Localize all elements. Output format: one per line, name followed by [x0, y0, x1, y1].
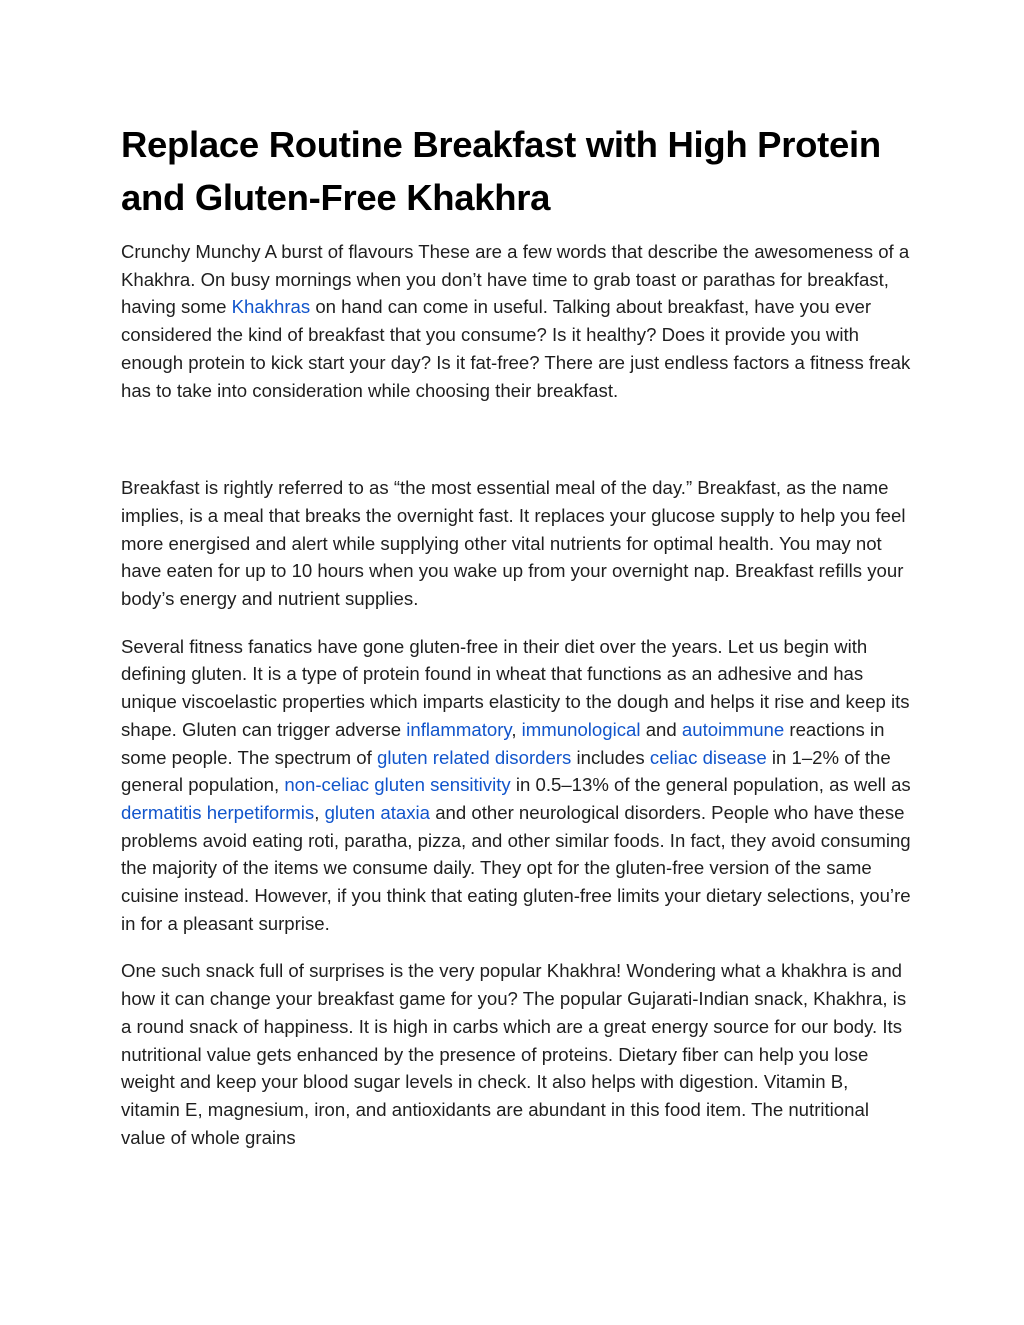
non-celiac-sensitivity-link[interactable]: non-celiac gluten sensitivity — [284, 774, 511, 796]
title-line-1: Replace Routine Breakfast with High Protein — [121, 124, 881, 165]
gluten-text-4: reactions in some people. The spectrum of — [121, 718, 885, 768]
breakfast-paragraph: Breakfast is rightly referred to as “the most essential meal of the day.” Breakfast, as the name implies, is a meal that breaks the overnight fast. It replaces your glucose supply to help you feel more energised and alert while supplying other vital nutrients for optimal health. You may not have eaten for up to 10 hours when you wake up from your overnight nap. Breakfast refills your body’s energy and nutrient supplies. — [121, 477, 906, 610]
gluten-text-7: in 0.5–13% of the general population, as well as — [510, 774, 911, 796]
immunological-link[interactable]: immunological — [521, 718, 641, 740]
gluten-text-5: includes — [571, 746, 650, 768]
inflammatory-link[interactable]: inflammatory — [406, 718, 512, 740]
gluten-paragraph — [121, 633, 911, 938]
autoimmune-link[interactable]: autoimmune — [681, 718, 785, 740]
gluten-text-9: and other neurological disorders. People who have these problems avoid eating roti, paratha, pizza, and other similar foods. In fact, they avoid consuming the majority of the items we consume daily. They opt for the gluten-free version of the same cuisine instead. However, if you think that eating gluten-free limits your dietary selections, you’re in for a pleasant surprise. — [121, 801, 911, 934]
intro-text-1: Crunchy Munchy A burst of flavours These are a few words that describe the awesomeness of a Khakhra. On busy mornings when you don’t have time to grab toast or parathas for breakfast, having some — [121, 241, 910, 318]
gluten-text-1: Several fitness fanatics have gone gluten-free in their diet over the years. Let us begin with defining gluten. It is a type of protein found in wheat that functions as an adhesive and has unique viscoelastic properties which imparts elasticity to the dough and helps it rise and keep its shape. Gluten can trigger adverse — [121, 635, 910, 740]
intro-text-2: on hand can come in useful. Talking about breakfast, have you ever considered the kind of breakfast that you consume? Is it healthy? Does it provide you with enough protein to kick start your day? Is it fat-free? There are just endless factors a fitness freak has to take into consideration while choosing their breakfast. — [121, 296, 911, 401]
gluten-text-6: in 1–2% of the general population, — [121, 746, 891, 796]
gluten-ataxia-link[interactable]: gluten ataxia — [324, 801, 431, 823]
intro-paragraph — [121, 238, 911, 404]
gluten-text-3: and — [640, 718, 682, 740]
title-line-2: and Gluten-Free Khakhra — [121, 177, 551, 218]
gluten-text-8: , — [314, 801, 325, 823]
gluten-text-2: , — [511, 718, 522, 740]
celiac-disease-link[interactable]: celiac disease — [649, 746, 767, 768]
document-title — [121, 118, 911, 224]
khakhra-paragraph: One such snack full of surprises is the very popular Khakhra! Wondering what a khakhra is and how it can change your breakfast game for you? The popular Gujarati-Indian snack, Khakhra, is a round snack of happiness. It is high in carbs which are a great energy source for our body. Its nutritional value gets enhanced by the presence of proteins. Dietary fiber can help you lose weight and keep your blood sugar levels in check. It also helps with digestion. Vitamin B, vitamin E, magnesium, iron, and antioxidants are abundant in this food item. The nutritional value of whole grains — [121, 960, 907, 1148]
khakhras-link[interactable]: Khakhras — [231, 296, 311, 318]
document-page — [121, 118, 911, 1151]
dermatitis-herpetiformis-link[interactable]: dermatitis herpetiformis — [121, 801, 315, 823]
gluten-related-disorders-link[interactable]: gluten related disorders — [376, 746, 572, 768]
